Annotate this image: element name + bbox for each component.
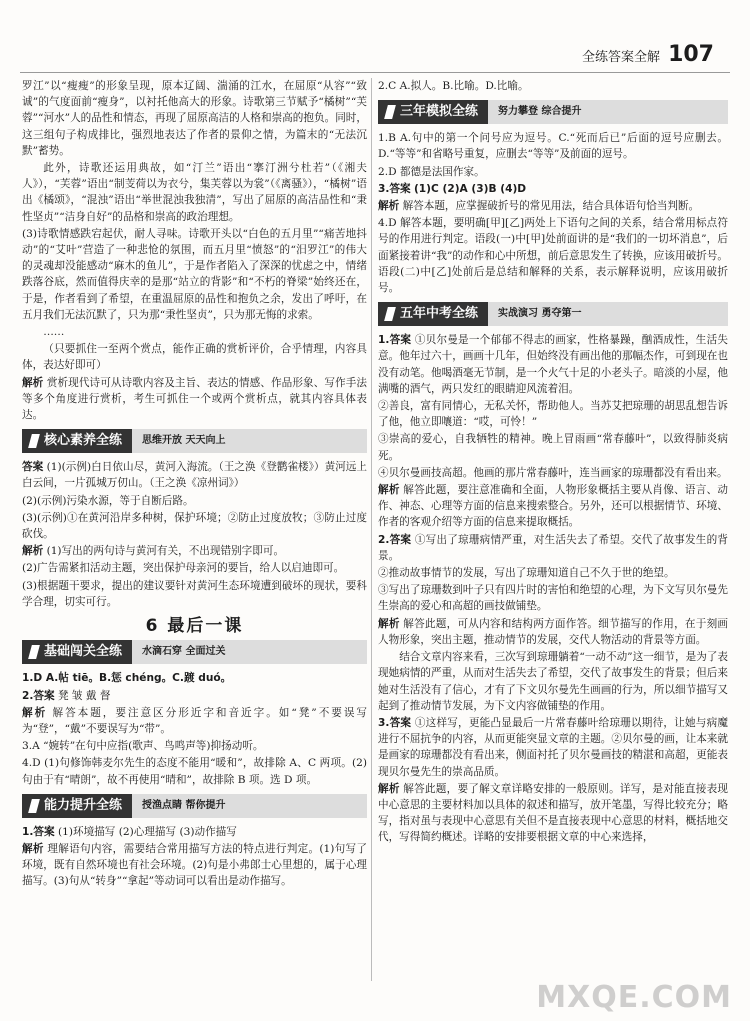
answer-text: (1)C (2)A (3)B (4)D [413, 182, 527, 195]
page-header [582, 42, 714, 67]
analysis-label: 解析 [22, 706, 48, 719]
answer-text: 凳 皱 戴 督 [57, 689, 111, 702]
analysis-label: 解析 [22, 545, 44, 558]
left-column [22, 78, 367, 891]
analysis-text: 结合文章内容来看，三次写到琼珊躺着“一动不动”这一细节，是为了表现她病情的严重，从而对生活失去了希望，交代了故事发生的背景；但后来她对生活没有了信心，才有了下文贝尔曼先生画画的行为，所以细节描写又起到了推动情节发展，为下文内容做铺垫的作用。 [378, 651, 728, 712]
answer-text: ①贝尔曼是一个郁郁不得志的画家，性格暴躁，酗酒成性，生活失意。他年过六十，画画十几年，但始终没有画出他的那幅杰作，可到现在也没有动笔。他喝酒毫无节制，是一个火气十足的小老头子。暗淡的小屋，他满嘴的酒气，两只发红的眼睛迎风流着泪。 [378, 334, 729, 395]
section-banner-basic [22, 640, 367, 664]
analysis-text: 解答本题，要注意区分形近字和音近字。如“凳”不要误写为“登”，“戴”不要误写为“带”。 [22, 706, 367, 735]
analysis-text: (3)根据题干要求，提出的建议要针对黄河生态环境遭到破坏的现状，要科学合理，切实可行。 [22, 579, 367, 608]
ellipsis: …… [43, 326, 65, 339]
analysis-label: 解析 [378, 484, 400, 497]
banner-mark-icon [28, 799, 40, 813]
right-column [378, 78, 728, 847]
header-title: 全练答案全解 [582, 50, 661, 65]
analysis-text: 解答此题，要注意准确和全面，人物形象概括主要从肖像、语言、动作、神态、心理等方面的信息来搜索整合。另外，还可以根据情节、环境、作者的客观介绍等方面的信息来提取概括。 [378, 484, 729, 529]
question-answer: 1.D A.帖 tiē。B.惩 chéng。C.踱 duó。 [22, 672, 232, 685]
lesson-title: 6 最后一课 [145, 616, 244, 637]
answer-text: ③写出了琼珊数到叶子只有四片时的害怕和绝望的心理，为下文写贝尔曼先生崇高的爱心和高超的画技做铺垫。 [378, 584, 728, 613]
analysis-text: 赏析现代诗可从诗歌内容及主旨、表达的情感、作品形象、写作手法等多个角度进行赏析，考生可抓住一个或两个赏析点，就其内容具体表达。 [22, 376, 368, 422]
question-answer: 2.C A.拟人。B.比喻。D.比喻。 [378, 80, 529, 92]
analysis-label: 解析 [378, 782, 400, 795]
question-answer: 3.A “婉转”在句中应指(歌声、鸟鸣声等)抑扬动听。 [22, 740, 264, 753]
paragraph: （只要抓住一至两个赏点，能作正确的赏析评价，合乎情理，内容具体，表达好即可） [22, 343, 367, 372]
analysis-text: 解答此题，要了解文章详略安排的一般原则。详写，是对能直接表现中心意思的主要材料加以具体的叙述和描写，放开笔墨，写得比较充分；略写，指对虽与表现中心意思有关但不是直接表现中心意思的材料，概括地交代，写得简约概述。详略的安排要根据文章的中心来选择， [378, 782, 729, 844]
analysis [22, 375, 367, 424]
banner-mark-icon [384, 105, 396, 119]
answer-text: (3)(示例)①在黄河沿岸多种树，保护环境；②防止过度放牧；③防止过度砍伐。 [22, 511, 367, 541]
answer-text: ③崇高的爱心，自我牺牲的精神。晚上冒雨画“常春藤叶”，以致得肺炎病死。 [378, 433, 728, 462]
analysis-label: 解析 [22, 376, 44, 389]
question-answer: 4.D (1)句修饰韩麦尔先生的态度不能用“暖和”，故排除 A、C 两项。(2)句由于有“晴朗”，故不再使用“晴和”，故排除 B 项。选 D 项。 [22, 757, 367, 786]
banner-mark-icon [28, 434, 40, 448]
banner-title: 五年中考全练 [400, 306, 479, 322]
analysis-label: 解析 [378, 617, 400, 630]
analysis-text: 理解语句内容，需要结合常用描写方法的特点进行判定。(1)句写了环境，既有自然环境也有社会环境。(2)句是小弗郎士心里想的，属于心理描写。(3)句从“转身”“拿起”等动词可以看出是动作描写。 [22, 842, 367, 888]
banner-title: 基础闯关全练 [44, 644, 123, 660]
answer-label: 3.答案 [378, 716, 412, 729]
analysis-text: 解答此题，可从内容和结构两方面作答。细节描写的作用，在于刻画人物形象，突出主题，推动情节的发展，交代人物活动的背景等方面。 [378, 617, 729, 646]
section-banner-three-year [378, 100, 728, 124]
analysis-text: (1)写出的两句诗与黄河有关，不出现错别字即可。 [46, 545, 285, 558]
banner-slogan: 实战演习 勇夺第一 [488, 302, 728, 326]
question-answer: 1.B A.句中的第一个问号应为逗号。C.“死而后已”后面的逗号应删去。D.“等等”和省略号重复，应删去“等等”及前面的逗号。 [378, 132, 728, 161]
banner-mark-icon [28, 645, 40, 659]
section-banner-five-year [378, 302, 728, 326]
banner-slogan: 思维开放 天天向上 [132, 429, 367, 453]
answer-label: 2.答案 [22, 689, 55, 702]
answer-label: 1.答案 [22, 825, 55, 838]
question-answer: 4.D 解答本题，要明确[甲][乙]两处上下语句之间的关系，结合常用标点符号的作用进行判定。语段(一)中[甲]处前面讲的是“我们的一切坏消息”，后面紧接着讲“我”的动作和心中所想，前后意思发生了转换，应该用破折号。语段(二)中[乙]处前后是总结和解释的关系，表示解释说明，应该用破折号。 [378, 217, 728, 295]
answer-text: (1)环境描写 (2)心理描写 (3)动作描写 [57, 825, 237, 838]
answer-text: (2)(示例)污染水源，等于自断后路。 [22, 494, 194, 507]
question-answer: 2.D 都德是法国作家。 [378, 165, 485, 178]
answer-text: ②善良，富有同情心，无私关怀，帮助他人。当苏艾把琼珊的胡思乱想告诉了他，他立即嚷道：“哎，可怜！” [378, 400, 728, 429]
paragraph: (3)诗歌情感跌宕起伏，耐人寻味。诗歌开头以“白色的五月里”“痛苦地抖动”的“艾叶”营造了一种悲怆的氛围，而五月里“愤怒”的“汨罗江”的伟大的灵魂却没能感动“麻木的鱼儿”，于是作者陷入了深深的忧虑之中，情绪跌落谷底，然而值得庆幸的是那“站立的背影”和“不朽的脊梁”始终还在，于是，作者看到了希望，在重温屈原的品性和抱负之余，发出了呼吁，在五月我们无法沉默了，只为那“秉性坚贞”，只为那无悔的求索。 [22, 227, 367, 321]
banner-title: 三年模拟全练 [400, 104, 479, 120]
answer-text: ①这样写，更能凸显最后一片常春藤叶给琼珊以期待，让她与病魔进行不屈抗争的内容，从而更能突显文章的主题。②贝尔曼的画，让本来就是画家的琼珊都没有看出来，侧面衬托了贝尔曼画技的精湛和高超，更能表现贝尔曼先生的崇高品质。 [378, 716, 729, 778]
paragraph: 此外，诗歌还运用典故，如“汀兰”语出“搴汀洲兮杜若”（《湘夫人》），“芙蓉”语出“制芰荷以为衣兮，集芙蓉以为裳”（《离骚》），“橘树”语出《橘颂》，“混浊”语出“举世混浊我独清”，写出了屈原的高洁品性和“秉性坚贞”“洁身自好”的品格和崇高的政治理想。 [22, 162, 367, 223]
answer-text: ②推动故事情节的发展，写出了琼珊知道自己不久于世的绝望。 [378, 567, 675, 580]
section-banner-ability [22, 794, 367, 818]
banner-title: 能力提升全练 [44, 797, 123, 813]
analysis-text: 解答本题，应掌握破折号的常见用法，结合具体语句恰当判断。 [402, 200, 700, 213]
answer-text: ④贝尔曼画技高超。他画的那片常春藤叶，连当画家的琼珊都没有看出来。 [378, 466, 728, 479]
banner-slogan: 努力攀登 综合提升 [488, 100, 728, 124]
header-rule [20, 72, 730, 73]
page-number: 107 [668, 42, 714, 67]
answer-label: 答案 [22, 461, 44, 474]
column-divider [371, 78, 372, 981]
analysis-label: 解析 [22, 842, 44, 855]
analysis-text: (2)广告需紧扣活动主题，突出保护母亲河的要旨，给人以启迪即可。 [22, 562, 345, 575]
watermark: MXQE.COM [536, 980, 732, 1015]
banner-slogan: 授渔点睛 帮你提升 [132, 794, 367, 818]
answer-text: (1)(示例)白日依山尽，黄河入海流。（王之涣《登鹳雀楼》）黄河远上白云间，一片孤城万仞山。（王之涣《凉州词》） [22, 461, 368, 490]
answer-label: 1.答案 [378, 334, 412, 347]
answer-label: 3.答案 [378, 182, 411, 195]
answer-label: 2.答案 [378, 533, 412, 546]
answer-text: ①写出了琼珊病情严重，对生活失去了希望。交代了故事发生的背景。 [378, 533, 729, 562]
analysis-label: 解析 [378, 200, 400, 213]
banner-mark-icon [384, 307, 396, 321]
banner-title: 核心素养全练 [44, 433, 123, 449]
banner-slogan: 水滴石穿 全面过关 [132, 640, 367, 664]
section-banner-core [22, 429, 367, 453]
paragraph: 罗江”以“瘦瘦”的形象呈现，原本辽阔、湍涌的江水，在屈原“从容”“致诚”的气度面前“瘦身”，以衬托他高大的形象。诗歌第三节赋予“橘树”“芙蓉”“河水”人的品性和情态，再现了屈原高洁的人格和崇高的抱负。同时，这三组句子构成排比，强烈地表达了作者的景仰之情，为篇末的“无法沉默”蓄势。 [22, 80, 367, 157]
